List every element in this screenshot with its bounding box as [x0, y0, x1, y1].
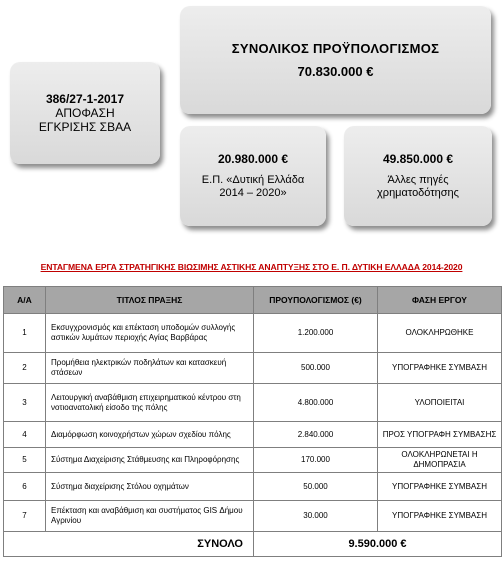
row-phase: ΟΛΟΚΛΗΡΩΘΗΚΕ	[378, 314, 502, 353]
table-row	[4, 314, 502, 353]
row-budget: 170.000	[254, 448, 378, 473]
row-phase: ΥΛΟΠΟΙΕΙΤΑΙ	[378, 384, 502, 422]
row-title: Σύστημα Διαχείρισης Στάθμευσης και Πληροφόρησης	[46, 448, 254, 473]
table-row	[4, 473, 502, 501]
row-num: 3	[4, 384, 46, 422]
row-num: 1	[4, 314, 46, 353]
row-phase: ΟΛΟΚΛΗΡΩΝΕΤΑΙ Η ΔΗΜΟΠΡΑΣΙΑ	[378, 448, 502, 473]
row-budget: 500.000	[254, 353, 378, 384]
row-budget: 1.200.000	[254, 314, 378, 353]
row-title: Επέκταση και αναβάθμιση και συστήματος GIS Δήμου Αγρινίου	[46, 501, 254, 532]
header-budget: ΠΡΟΥΠΟΛΟΓΙΣΜΟΣ (€)	[254, 287, 378, 314]
row-phase: ΠΡΟΣ ΥΠΟΓΡΑΦΗ ΣΥΜΒΑΣΗΣ	[378, 422, 502, 448]
row-title: Σύστημα διαχείρισης Στόλου οχημάτων	[46, 473, 254, 501]
other-funding-label-line1: Άλλες πηγές	[387, 174, 449, 186]
row-title: Διαμόρφωση κοινοχρήστων χώρων σχεδίου πόλης	[46, 422, 254, 448]
total-budget-label: ΣΥΝΟΛΙΚΟΣ ΠΡΟΫΠΟΛΟΓΙΣΜΟΣ	[231, 41, 440, 56]
row-title: Προμήθεια ηλεκτρικών ποδηλάτων και κατασκευή στάσεων	[46, 353, 254, 384]
header-title: ΤΙΤΛΟΣ ΠΡΑΞΗΣ	[46, 287, 254, 314]
table-row	[4, 422, 502, 448]
ep-funding-label-line2: 2014 – 2020»	[219, 187, 287, 199]
other-funding-box	[344, 126, 492, 226]
total-value: 9.590.000 €	[254, 532, 502, 557]
header-phase: ΦΑΣΗ ΕΡΓΟΥ	[378, 287, 502, 314]
row-num: 5	[4, 448, 46, 473]
decision-number: 386/27-1-2017	[45, 92, 125, 106]
row-num: 6	[4, 473, 46, 501]
row-title: Λειτουργική αναβάθμιση επιχειρηματικού κέντρου στη νοτιοανατολική είσοδο της πόλης	[46, 384, 254, 422]
decision-label-line2: ΕΓΚΡΙΣΗΣ ΣΒΑΑ	[38, 120, 132, 134]
row-budget: 30.000	[254, 501, 378, 532]
table-row	[4, 384, 502, 422]
total-budget-box	[180, 6, 491, 114]
total-budget-value: 70.830.000 €	[297, 64, 374, 79]
table-header-row	[4, 287, 502, 314]
approval-decision-box	[10, 62, 160, 164]
projects-table	[3, 286, 502, 557]
other-funding-label-line2: χρηματοδότησης	[377, 187, 459, 199]
table-row	[4, 353, 502, 384]
decision-label-line1: ΑΠΟΦΑΣΗ	[55, 106, 115, 120]
row-title: Εκσυγχρονισμός και επέκταση υποδομών συλλογής αστικών λυμάτων περιοχής Αγίας Βαρβάρας	[46, 314, 254, 353]
table-row	[4, 448, 502, 473]
other-funding-value: 49.850.000 €	[382, 152, 454, 166]
row-num: 2	[4, 353, 46, 384]
row-budget: 2.840.000	[254, 422, 378, 448]
row-num: 4	[4, 422, 46, 448]
ep-funding-value: 20.980.000 €	[217, 152, 289, 166]
row-phase: ΥΠΟΓΡΑΦΗΚΕ ΣΥΜΒΑΣΗ	[378, 353, 502, 384]
ep-funding-box	[180, 126, 326, 226]
row-phase: ΥΠΟΓΡΑΦΗΚΕ ΣΥΜΒΑΣΗ	[378, 473, 502, 501]
row-phase: ΥΠΟΓΡΑΦΗΚΕ ΣΥΜΒΑΣΗ	[378, 501, 502, 532]
row-num: 7	[4, 501, 46, 532]
projects-heading: ΕΝΤΑΓΜΕΝΑ ΕΡΓΑ ΣΤΡΑΤΗΓΙΚΗΣ ΒΙΩΣΙΜΗΣ ΑΣΤΙΚΗΣ ΑΝΑΠΤΥΞΗΣ ΣΤΟ Ε. Π. ΔΥΤΙΚΗ ΕΛΛΑΔΑ 2014-2020	[40, 262, 463, 272]
ep-funding-label-line1: Ε.Π. «Δυτική Ελλάδα	[201, 174, 305, 186]
table-total-row	[4, 532, 502, 557]
row-budget: 50.000	[254, 473, 378, 501]
table-row	[4, 501, 502, 532]
header-num: Α/Α	[4, 287, 46, 314]
total-label: ΣΥΝΟΛΟ	[4, 532, 254, 557]
row-budget: 4.800.000	[254, 384, 378, 422]
